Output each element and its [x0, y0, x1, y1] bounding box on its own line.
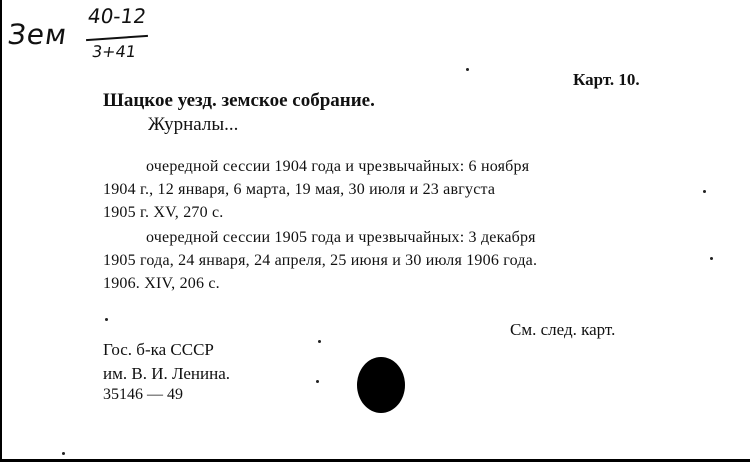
description-line: 1905 года, 24 января, 24 апреля, 25 июня и 30 июля 1906 года. [103, 252, 538, 269]
description-line: 1904 г., 12 января, 6 марта, 19 мая, 30 июля и 23 августа [103, 181, 496, 198]
card-subheading: Журналы... [148, 114, 239, 135]
description-line: очередной сессии 1904 года и чрезвычайных: 6 ноября [146, 158, 530, 175]
ink-speck [318, 340, 321, 343]
see-next-card-note: См. след. карт. [510, 320, 616, 339]
handwritten-fraction-bar [86, 35, 148, 41]
ink-speck [710, 257, 713, 260]
card-number: Карт. 10. [573, 70, 640, 89]
ink-speck [466, 68, 469, 71]
card-left-edge [0, 0, 2, 462]
handwritten-number: 40-12 [86, 4, 148, 28]
description-line: 1906. XIV, 206 с. [103, 275, 220, 292]
handwritten-code: Зем [5, 18, 70, 51]
ink-speck [62, 452, 65, 455]
handwritten-denominator: 3+41 [90, 42, 138, 61]
library-stamp-line: 35146 — 49 [103, 386, 183, 403]
description-line: 1905 г. XV, 270 с. [103, 204, 224, 221]
description-line: очередной сессии 1905 года и чрезвычайных: 3 декабря [146, 229, 536, 246]
ink-speck [703, 190, 706, 193]
library-stamp-line: им. В. И. Ленина. [103, 364, 231, 383]
library-stamp-line: Гос. б-ка СССР [103, 340, 214, 359]
card-heading: Шацкое уезд. земское собрание. [103, 90, 375, 111]
ink-speck [316, 380, 319, 383]
punch-hole [357, 357, 405, 413]
ink-speck [105, 318, 108, 321]
